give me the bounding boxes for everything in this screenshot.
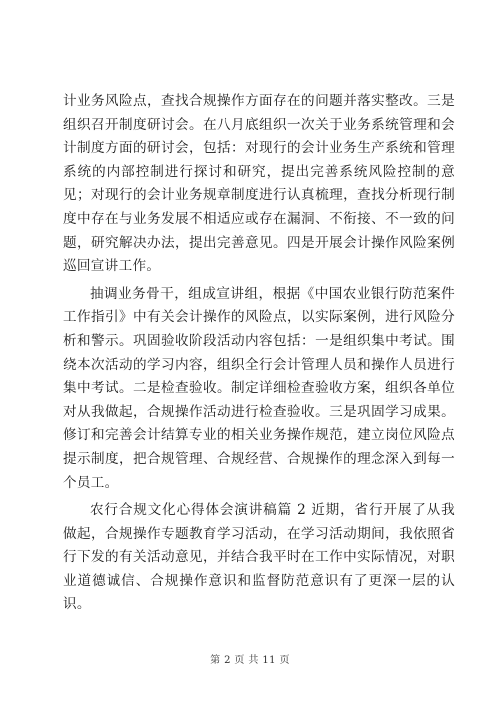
paragraph-2: 抽调业务骨干，组成宣讲组，根据《中国农业银行防范案件工作指引》中有关会计操作的风险点，以实际案例，进行风险分析和警示。巩固验收阶段活动内容包括：一是组织集中考试。围绕本次活动的学习内容，组织全行会计管理人员和操作人员进行集中考试。二是检查验收。制定详细检查验收方案，组织各单位对从我做起，合规操作活动进行检查验收。三是巩固学习成果。修订和完善会计结算专业的相关业务操作规范，建立岗位风险点提示制度，把合规管理、合规经营、合规操作的理念深入到每一个员工。: [63, 285, 455, 491]
page-number-footer: 第 2 页 共 11 页: [210, 655, 290, 666]
paragraph-1: 计业务风险点，查找合规操作方面存在的问题并落实整改。三是组织召开制度研讨会。在八月底组织一次关于业务系统管理和会计制度方面的研讨会，包括：对现行的会计业务生产系统和管理系统的内部控制进行探讨和研究，提出完善系统风险控制的意见；对现行的会计业务规章制度进行认真梳理，查找分析现行制度中存在与业务发展不相适应或存在漏洞、不衔接、不一致的问题，研究解决办法，提出完善意见。四是开展会计操作风险案例巡回宣讲工作。: [63, 93, 455, 275]
paragraph-3: 农行合规文化心得体会演讲稿篇 2 近期，省行开展了从我做起，合规操作专题教育学习活动，在学习活动期间，我依照省行下发的有关活动意见，并结合我平时在工作中实际情况，对职业道德诚信、合规操作意识和监督防范意识有了更深一层的认识。: [63, 502, 455, 613]
document-body: [63, 90, 455, 617]
